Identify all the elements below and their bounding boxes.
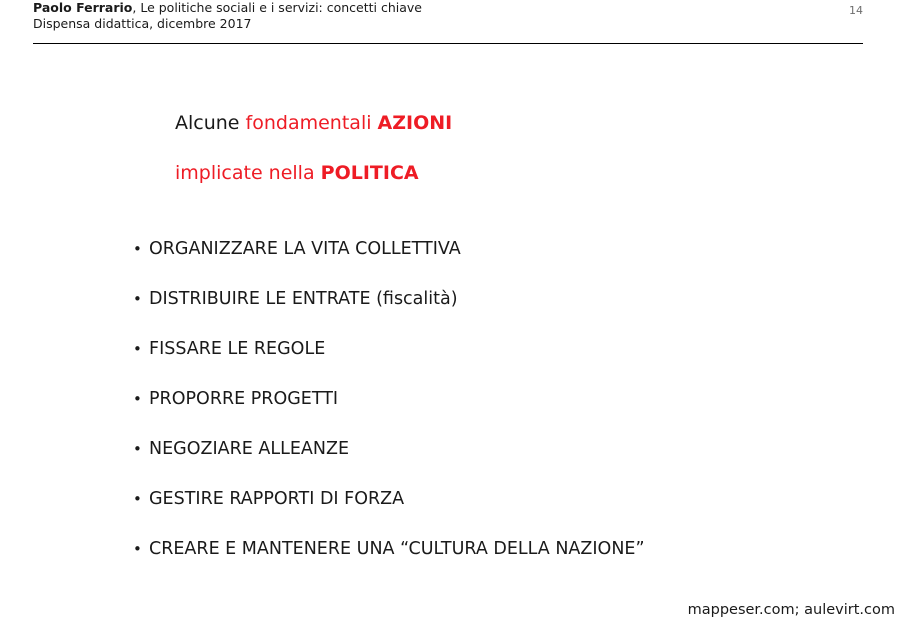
header-title: , Le politiche sociali e i servizi: concetti chiave	[132, 0, 423, 15]
list-item-label: NEGOZIARE ALLEANZE	[149, 439, 350, 459]
list-item-label: PROPORRE PROGETTI	[149, 389, 339, 409]
header-subtitle: Dispensa didattica, dicembre 2017	[33, 16, 252, 31]
bullet-dot-icon: •	[133, 490, 142, 508]
heading-line-1	[175, 98, 452, 148]
slide-header	[33, 0, 863, 32]
heading-line-2-bold: POLITICA	[320, 162, 419, 184]
bullet-dot-icon: •	[133, 440, 142, 458]
heading-line-2-red: implicate nella	[175, 162, 321, 184]
bullet-dot-icon: •	[133, 240, 142, 258]
bullet-dot-icon: •	[133, 340, 142, 358]
heading-line-1-plain: Alcune	[175, 112, 246, 134]
heading-line-2	[175, 148, 452, 198]
list-item-label: CREARE E MANTENERE UNA “CULTURA DELLA NAZIONE”	[149, 539, 645, 559]
heading-line-1-bold: AZIONI	[377, 112, 453, 134]
list-item	[133, 338, 873, 388]
list-item	[133, 438, 873, 488]
page-number: 14	[849, 4, 863, 17]
bullet-dot-icon: •	[133, 390, 142, 408]
header-divider	[33, 43, 863, 44]
list-item	[133, 238, 873, 288]
list-item	[133, 538, 873, 588]
header-title-line	[33, 0, 863, 16]
bullet-list	[133, 238, 873, 588]
list-item	[133, 488, 873, 538]
list-item-label: GESTIRE RAPPORTI DI FORZA	[149, 489, 405, 509]
list-item-label: ORGANIZZARE LA VITA COLLETTIVA	[149, 239, 461, 259]
header-author: Paolo Ferrario	[33, 0, 133, 15]
heading-line-1-red: fondamentali	[245, 112, 378, 134]
list-item-label: DISTRIBUIRE LE ENTRATE (fiscalità)	[149, 289, 458, 309]
bullet-dot-icon: •	[133, 290, 142, 308]
slide-heading	[175, 98, 452, 198]
footer-source: mappeser.com; aulevirt.com	[687, 602, 895, 618]
list-item	[133, 388, 873, 438]
header-text-block	[33, 0, 863, 32]
list-item	[133, 288, 873, 338]
list-item-label: FISSARE LE REGOLE	[149, 339, 326, 359]
bullet-dot-icon: •	[133, 540, 142, 558]
